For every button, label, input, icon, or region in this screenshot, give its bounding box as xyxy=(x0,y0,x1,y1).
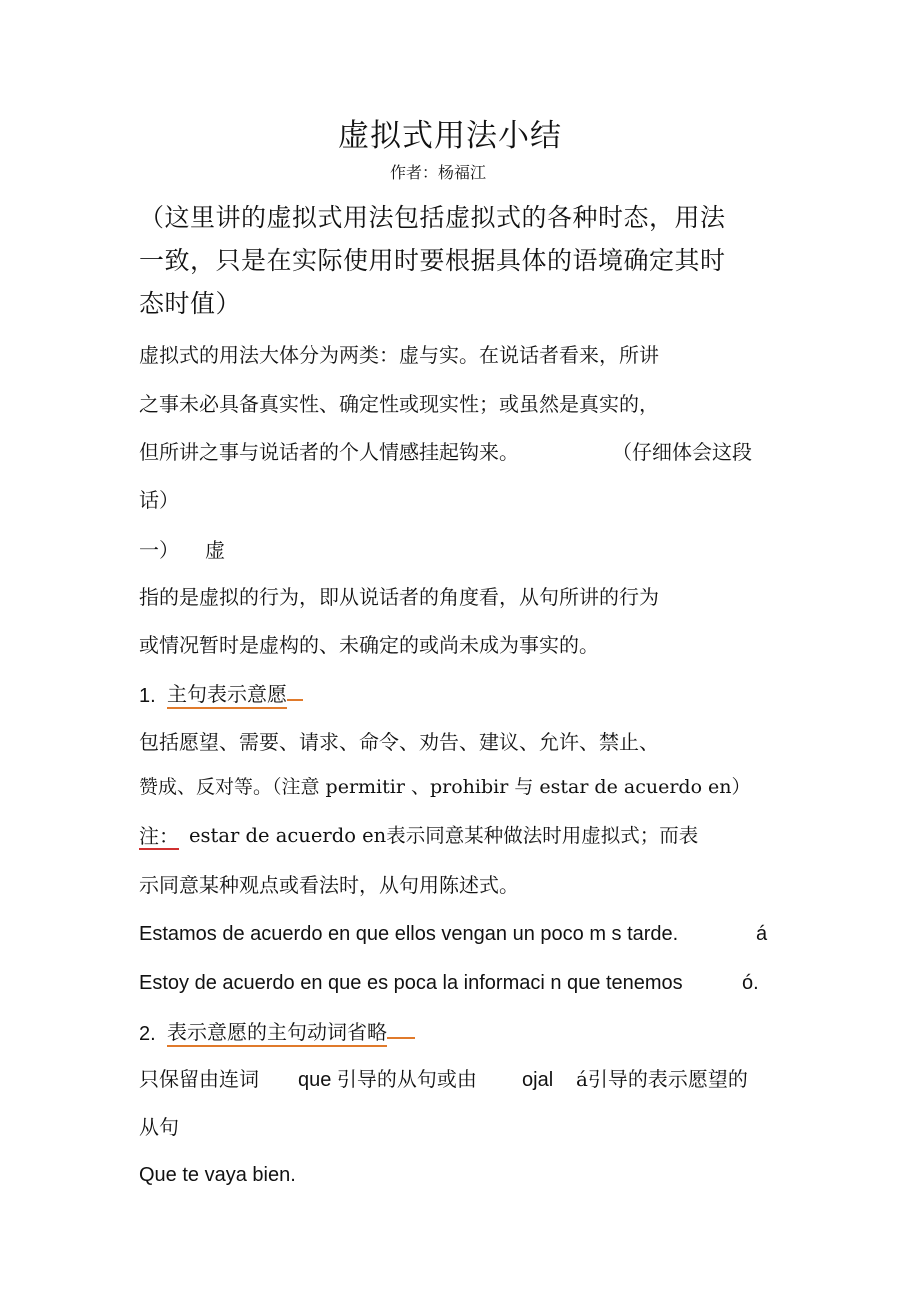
item-1-heading-wrap xyxy=(167,682,303,706)
item-2-line-1c: ojal xyxy=(522,1069,554,1091)
overview-line-3b: （仔细体会这段 xyxy=(612,440,752,464)
item-2-heading: 表示意愿的主句动词省略 xyxy=(167,1020,387,1047)
item-1-line-2: 赞成、反对等。（注意 permitir 、prohibir 与 estar de acuerdo en） xyxy=(139,776,751,798)
intro-line-1: （这里讲的虚拟式用法包括虚拟式的各种时态，用法 xyxy=(139,203,726,232)
note-text: estar de acuerdo en表示同意某种做法时用虚拟式；而表 xyxy=(189,824,699,847)
overview-line-1: 虚拟式的用法大体分为两类：虚与实。在说话者看来，所讲 xyxy=(139,343,659,367)
item-1-heading: 主句表示意愿 xyxy=(167,682,287,709)
section-1-heading: 虚 xyxy=(205,538,225,562)
section-1-desc-2: 或情况暂时是虚构的、未确定的或尚未成为事实的。 xyxy=(139,633,599,657)
page-title: 虚拟式用法小结 xyxy=(338,118,562,154)
item-2-number: 2. xyxy=(139,1023,156,1045)
intro-line-2: 一致，只是在实际使用时要根据具体的语境确定其时 xyxy=(139,246,726,275)
section-1-desc-1: 指的是虚拟的行为，即从说话者的角度看，从句所讲的行为 xyxy=(139,585,659,609)
overview-line-2: 之事未必具备真实性、确定性或现实性；或虽然是真实的， xyxy=(139,392,659,416)
example-1: Estamos de acuerdo en que ellos vengan un poco m s tarde. xyxy=(139,923,679,945)
item-1-line-1: 包括愿望、需要、请求、命令、劝告、建议、允许、禁止、 xyxy=(139,730,659,754)
item-1-number: 1. xyxy=(139,685,156,707)
item-2-heading-underline-tail xyxy=(387,1036,415,1039)
item-2-heading-wrap xyxy=(167,1020,415,1044)
example-2-accent: ó. xyxy=(742,972,759,994)
item-2-line-1a: 只保留由连词 xyxy=(139,1067,259,1091)
item-2-line-1d: á引导的表示愿望的 xyxy=(576,1067,748,1091)
item-2-line-1b: que 引导的从句或由 xyxy=(298,1069,477,1091)
item-2-line-2: 从句 xyxy=(139,1115,179,1139)
author-line: 作者：杨福江 xyxy=(389,163,486,182)
note-label-text: 注： xyxy=(139,824,179,848)
note-label xyxy=(139,824,179,848)
overview-line-4: 话） xyxy=(139,488,179,512)
intro-line-3: 态时值） xyxy=(139,289,242,318)
section-1-number: 一） xyxy=(139,538,179,562)
note-line-2: 示同意某种观点或看法时，从句用陈述式。 xyxy=(139,873,519,897)
overview-line-3a: 但所讲之事与说话者的个人情感挂起钩来。 xyxy=(139,440,519,464)
example-2: Estoy de acuerdo en que es poca la informaci n que tenemos xyxy=(139,972,683,994)
item-1-heading-underline-tail xyxy=(287,698,303,701)
example-1-accent: á xyxy=(756,923,768,945)
item-2-example-1: Que te vaya bien. xyxy=(139,1164,296,1186)
